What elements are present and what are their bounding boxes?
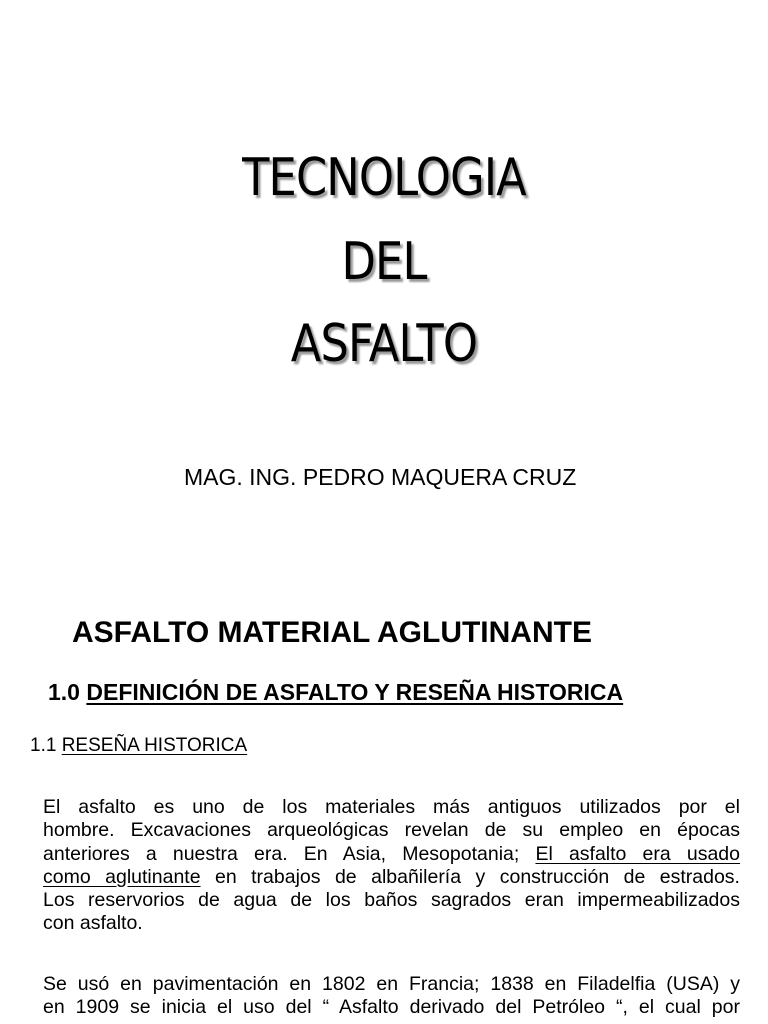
subsubsection-number: 1.1 [30,735,57,756]
underlined-text: El asfalto era usado [535,842,741,865]
subsubsection-title: RESEÑA HISTORICA [61,735,248,756]
paragraph-line: Se usó en pavimentación en 1802 en Francia; 1838 en Filadelfia (USA) y [43,973,740,995]
paragraph-line [43,843,740,866]
paragraph-line: con asfalto. [43,912,143,935]
paragraph-line: hombre. Excavaciones arqueológicas revelan de su empleo en épocas [43,819,740,842]
subsection-number: 1.0 [48,679,80,705]
section-title: ASFALTO MATERIAL AGLUTINANTE [72,616,592,649]
title-line-2: DEL [341,232,427,292]
paragraph-text: en trabajos de albañilería y construcción de estrados. [215,865,740,888]
paragraph-text: anteriores a nuestra era. En Asia, Mesopotania; [43,842,520,865]
paragraph-line [43,866,740,889]
paragraph-line: El asfalto es uno de los materiales más antiguos utilizados por el [43,796,740,818]
underlined-text: como aglutinante [43,865,201,888]
paragraph-pavement [43,973,740,1020]
paragraph-history [43,796,740,936]
subsection-heading [48,676,623,708]
paragraph-line: en 1909 se inicia el uso del “ Asfalto derivado del Petróleo “, el cual por [43,996,740,1019]
subsubsection-heading [30,733,247,759]
subsection-title: DEFINICIÓN DE ASFALTO Y RESEÑA HISTORICA [86,679,624,705]
paragraph-line: Los reservorios de agua de los baños sagrados eran impermeabilizados [43,889,740,912]
title-line-3: ASFALTO [290,314,478,374]
author-name: MAG. ING. PEDRO MAQUERA CRUZ [184,464,577,490]
title-line-1: TECNOLOGIA [242,148,526,208]
